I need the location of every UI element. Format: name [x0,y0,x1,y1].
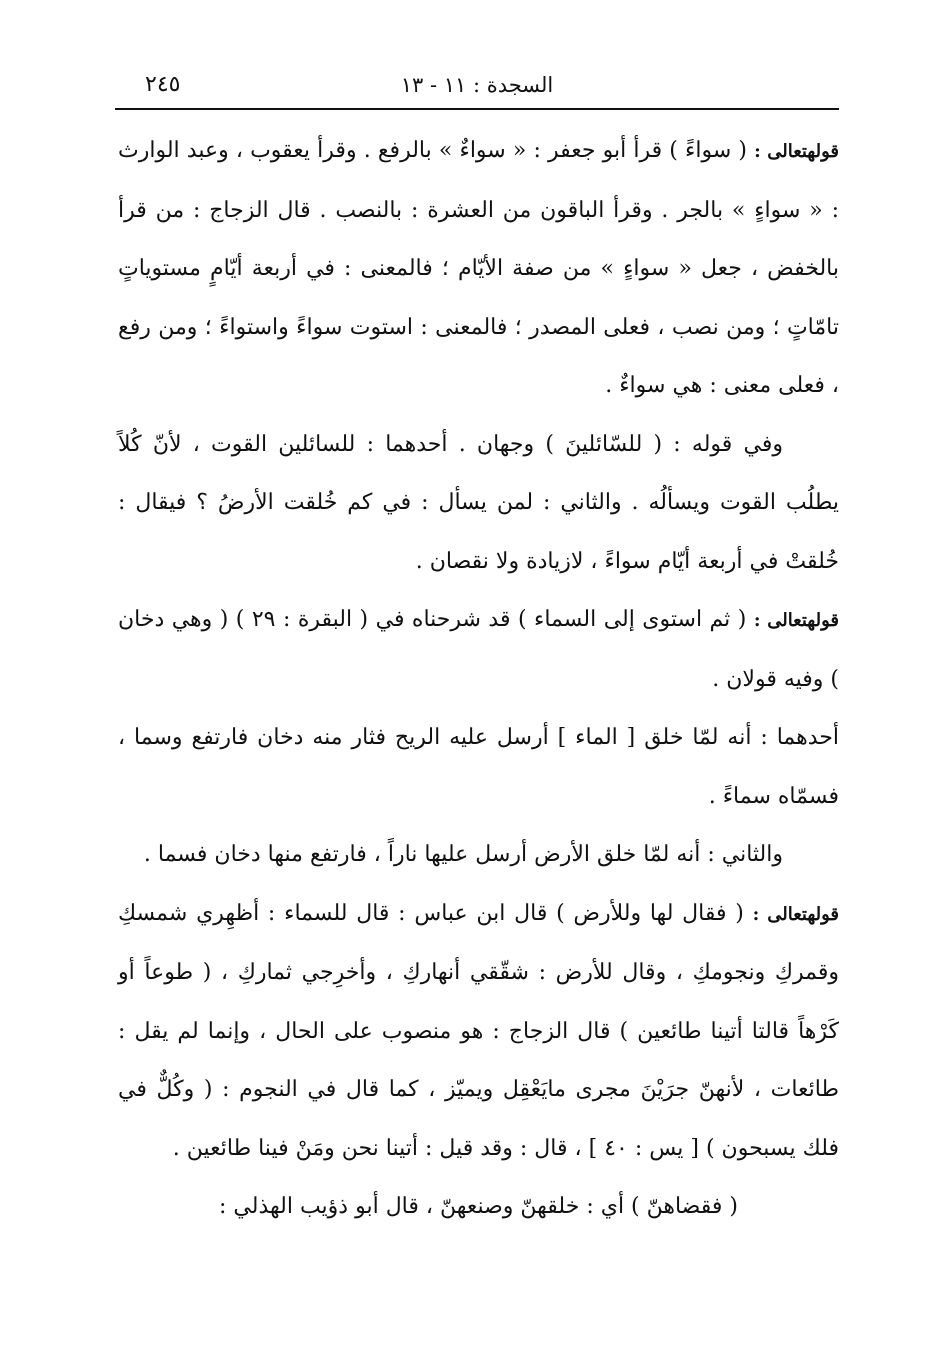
paragraph-7: ( فقضاهنّ ) أي : خلقهنّ وصنعهنّ ، قال أبو ذؤيب الهذلي : [219,1194,738,1219]
verse-lead: قولهتعالى : [752,903,840,925]
paragraph-1 [118,122,839,416]
page-number: ٢٤٥ [145,72,181,97]
verse-lead: قولهتعالى : [754,141,839,162]
body-text [118,122,839,1237]
paragraph-text: ( ثم استوى إلى السماء ) قد شرحناه في ( البقرة : ٢٩ ) ( وهي دخان ) وفيه قولان . [118,607,839,692]
verse-lead: قولهتعالى : [753,610,839,631]
paragraph-3 [118,591,839,709]
running-title: السجدة : ١١ - ١٣ [400,73,554,97]
header-rule [115,108,839,110]
paragraph-4: أحدهما : أنه لمّا خلق [ الماء ] أرسل عليه الريح فثار منه دخان فارتفع وسما ، فسمّاه سماءً . [118,725,839,809]
paragraph-5: والثاني : أنه لمّا خلق الأرض أرسل عليها ناراً ، فارتفع منها دخان فسما . [143,842,783,867]
paragraph-2: وفي قوله : ( للسّائلينَ ) وجهان . أحدهما : للسائلين القوت ، لأنّ كُلاً يطلُب القوت ويسألُه . والثاني : لمن يسأل : في كم خُلقت الأرضُ ؟ فيقال : خُلقتْ في أربعة أيّام سواءً ، لازيادة ولا نقصان . [118,431,839,574]
running-header [115,68,839,102]
paragraph-6 [118,885,839,1179]
paragraph-text: ( سواءً ) قرأ أبو جعفر : « سواءٌ » بالرفع . وقرأ يعقوب ، وعبد الوارث : « سواءٍ » بالجر . وقرأ الباقون من العشرة : بالنصب . قال الزجاج : من قرأ بالخفض ، جعل « سواءٍ » من صفة الأيّام ؛ فالمعنى : في أربعة أيّامٍ مستوياتٍ تامّاتٍ ؛ ومن نصب ، فعلى المصدر ؛ فالمعنى : استوت سواءً واستواءً ؛ ومن رفع ، فعلى معنى : هي سواءٌ . [118,138,839,398]
paragraph-text: ( فقال لها وللأرض ) قال ابن عباس : قال للسماء : أظهِري شمسكِ وقمركِ ونجومكِ ، وقال للأرض : شقّقي أنهاركِ ، وأخرِجي ثماركِ ، ( طوعاً أو كَرْهاً قالتا أتينا طائعين ) قال الزجاج : هو منصوب على الحال ، وإنما لم يقل : طائعات ، لأنهنّ جرَيْنَ مجرى مايَعْقِل ويميّز ، كما قال في النجوم : ( وكُلٌّ في فلك يسبحون ) [ يس : ٤٠ ] ، قال : وقد قيل : أتينا نحن ومَنْ فينا طائعين . [118,900,839,1161]
